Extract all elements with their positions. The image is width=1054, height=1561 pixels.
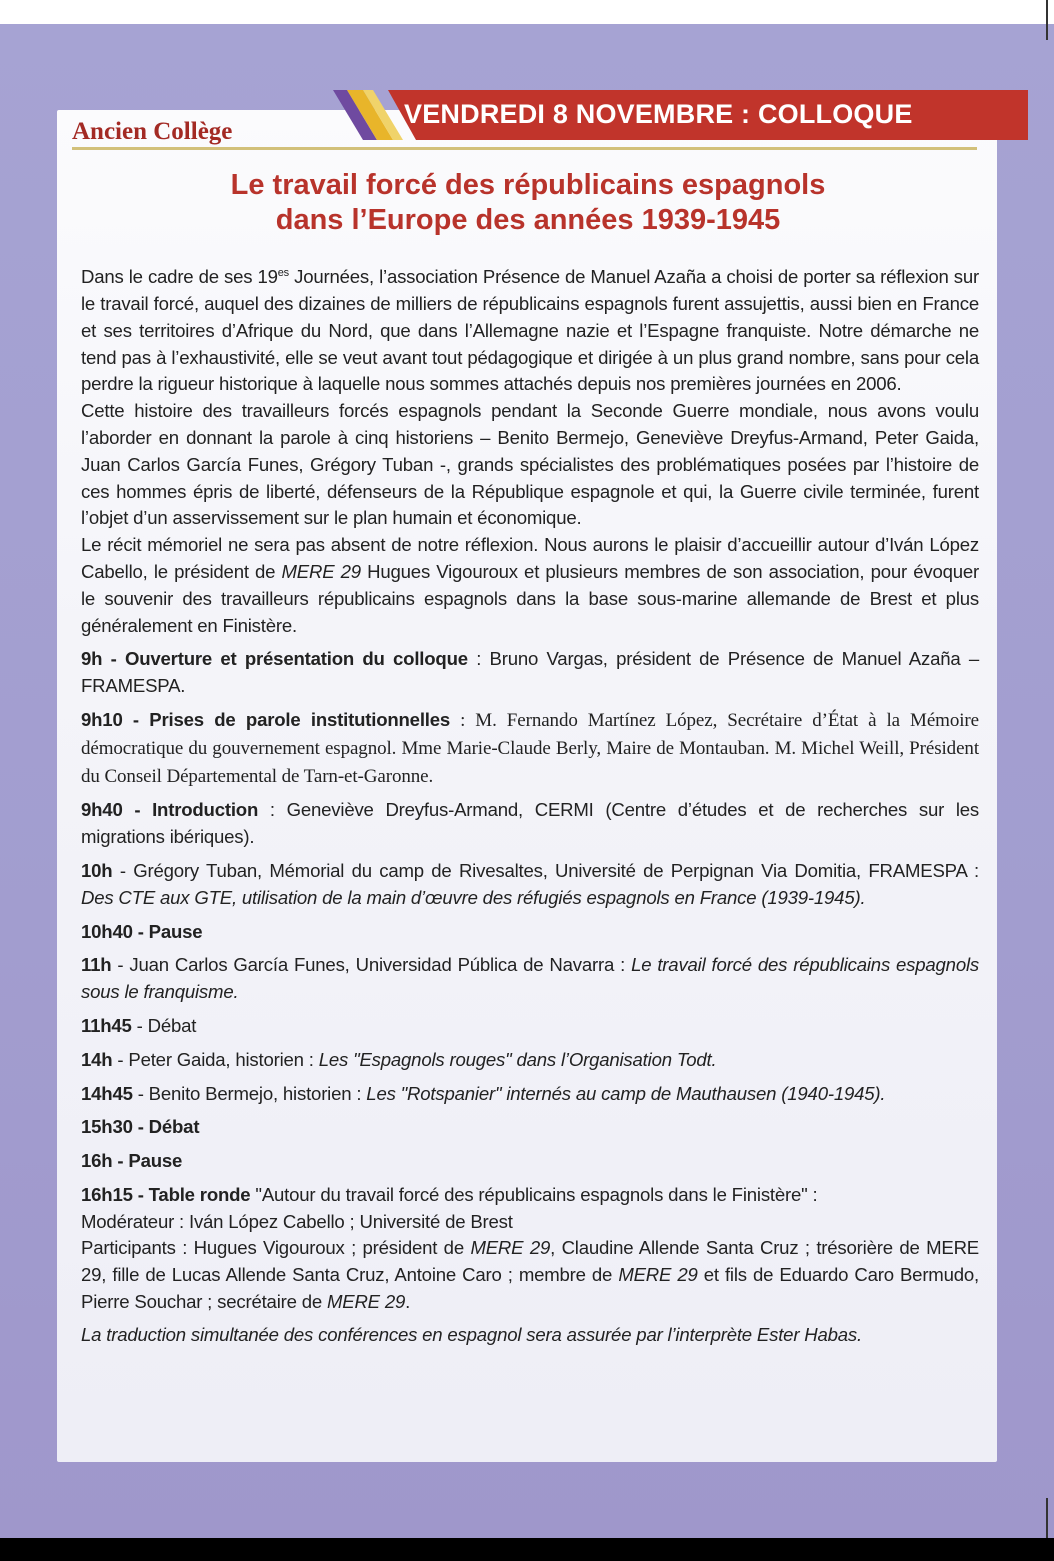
title-line: Le travail forcé des républicains espagnols xyxy=(230,169,826,201)
program-item: 16h - Pause xyxy=(81,1150,183,1172)
banner-title: VENDREDI 8 NOVEMBRE : COLLOQUE xyxy=(404,99,913,129)
roundtable: 16h15 - Table ronde "Autour du travail forcé des républicains espagnols dans le Finistère" : xyxy=(81,1183,818,1205)
program-item: 11h45 - Débat xyxy=(81,1014,197,1036)
crop-mark xyxy=(1046,1498,1048,1538)
program-item: 9h - Ouverture et présentation du colloque : Bruno Vargas, président de Présence de Manuel Azaña – FRAMESPA. xyxy=(81,648,979,697)
program-item: 11h - Juan Carlos García Funes, Universidad Pública de Navarra : Le travail forcé des républicains espagnols sous le franquisme. xyxy=(81,954,979,1003)
roundtable-moderator: Modérateur : Iván López Cabello ; Université de Brest xyxy=(81,1210,513,1232)
program-item: 14h - Peter Gaida, historien : Les "Espagnols rouges" dans l’Organisation Todt. xyxy=(81,1048,717,1070)
divider xyxy=(72,147,977,150)
roundtable-participants: Participants : Hugues Vigouroux ; président de MERE 29, Claudine Allende Santa Cruz ; trésorière de MERE 29, fille de Lucas Allende Santa Cruz, Antoine Caro ; membre de MERE 29 et fils de Eduardo Caro Bermudo, Pierre Souchar ; secrétaire de MERE 29. xyxy=(81,1237,980,1313)
venue-label: Ancien Collège xyxy=(72,118,233,145)
intro-paragraph: Le récit mémoriel ne sera pas absent de notre réflexion. Nous aurons le plaisir d’accueillir autour d’Iván López Cabello, le président de MERE 29 Hugues Vigouroux et plusieurs membres de son association, pour évoquer le souvenir des travailleurs républicains espagnols dans la base sous-marine allemande de Brest et plus généralement en Finistère. xyxy=(81,534,979,636)
bottom-bar xyxy=(0,1538,1054,1561)
closing-note: La traduction simultanée des conférences en espagnol sera assurée par l’interprète Ester Habas. xyxy=(81,1323,862,1345)
program-item: 10h40 - Pause xyxy=(81,920,203,942)
program-list xyxy=(81,646,979,1175)
intro-paragraph: Dans le cadre de ses $19^{es}$ Journées, l’association Présence de Manuel Azaña a choisi de porter sa réflexion sur le travail forcé, auquel des dizaines de milliers de républicains espagnols furent assujettis, aussi bien en France et ses territoires d’Afrique du Nord, que dans l’Allemagne nazie et l’Espagne franquiste. Notre démarche ne tend pas à l’exhaustivité, elle se veut avant tout pédagogique et dirigée à un plus grand nombre, sans pour cela perdre la rigueur historique à laquelle nous sommes attachés depuis nos premières journées en 2006. xyxy=(81,266,979,395)
program-item: 15h30 - Débat xyxy=(81,1116,200,1138)
crop-mark xyxy=(1046,0,1048,40)
program-item: 14h45 - Benito Bermejo, historien : Les "Rotspanier" internés au camp de Mauthausen (1940-1945). xyxy=(81,1082,886,1104)
title-line: dans l’Europe des années 1939-1945 xyxy=(275,204,781,236)
intro-paragraph: Cette histoire des travailleurs forcés espagnols pendant la Seconde Guerre mondiale, nous avons voulu l’aborder en donnant la parole à cinq historiens – Benito Bermejo, Geneviève Dreyfus-Armand, Peter Gaida, Juan Carlos García Funes, Grégory Tuban -, grands spécialistes des problématiques posées par l’histoire de ces hommes épris de liberté, défenseurs de la République espagnole et qui, la Guerre civile terminée, furent l’objet d’un asservissement sur le plan humain et économique. xyxy=(81,400,979,529)
program-item: 10h - Grégory Tuban, Mémorial du camp de Rivesaltes, Université de Perpignan Via Domitia, FRAMESPA : Des CTE aux GTE, utilisation de la main d’œuvre des réfugiés espagnols en France (1939-1945). xyxy=(81,859,979,908)
top-margin xyxy=(0,0,1054,24)
program-item: 9h40 - Introduction : Geneviève Dreyfus-Armand, CERMI (Centre d’études et de recherches sur les migrations ibériques). xyxy=(81,799,979,848)
document-body xyxy=(81,260,979,1349)
program-item: 9h10 - Prises de parole institutionnelles : M. Fernando Martínez López, Secrétaire d’État à la Mémoire démocratique du gouvernement espagnol. Mme Marie-Claude Berly, Maire de Montauban. M. Michel Weill, Président du Conseil Départemental de Tarn-et-Garonne. xyxy=(81,708,979,787)
page-title xyxy=(80,168,976,238)
